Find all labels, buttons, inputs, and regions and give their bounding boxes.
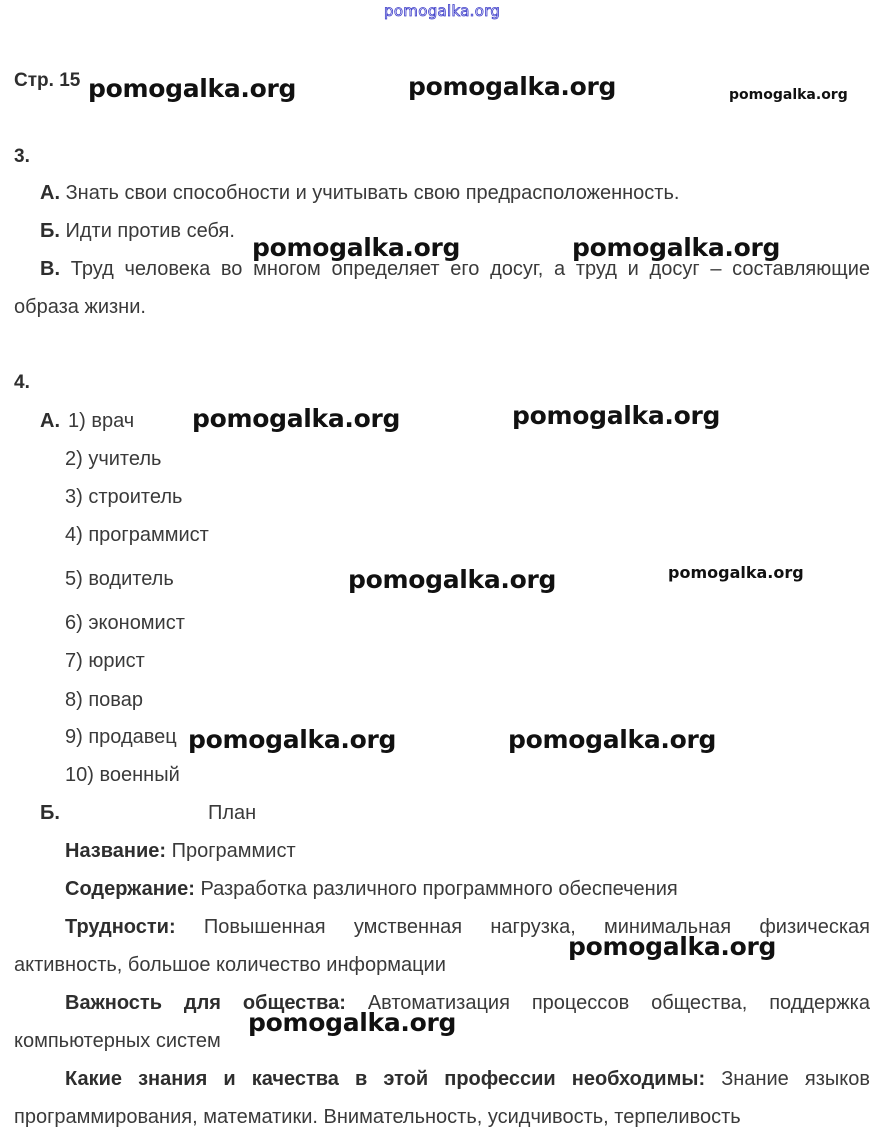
profession-item: 9) продавец bbox=[65, 726, 177, 748]
plan-importance-line2: компьютерных систем bbox=[14, 1030, 221, 1052]
question-4-number: 4. bbox=[14, 372, 30, 393]
watermark-text: pomogalka.org bbox=[512, 401, 721, 430]
q3-answer-b bbox=[40, 220, 235, 243]
plan-skills-line2: программирования, математики. Внимательность, усидчивость, терпеливость bbox=[14, 1106, 741, 1128]
profession-item: 1) врач bbox=[68, 410, 135, 432]
q4-b-letter: Б. bbox=[40, 802, 60, 824]
plan-name-row bbox=[65, 840, 296, 863]
profession-item: 8) повар bbox=[65, 689, 143, 711]
profession-item: 4) программист bbox=[65, 524, 209, 546]
watermark-text: pomogalka.org bbox=[668, 563, 804, 582]
q3-a-letter: А. bbox=[40, 182, 60, 204]
watermark-text: pomogalka.org bbox=[568, 932, 777, 961]
top-watermark: pomogalka.org bbox=[384, 2, 501, 20]
plan-skills-label: Какие знания и качества в этой профессии необходимы: bbox=[65, 1068, 706, 1090]
watermark-text: pomogalka.org bbox=[572, 233, 781, 262]
page-reference: Стр. 15 bbox=[14, 70, 81, 91]
q3-v-letter: В. bbox=[40, 258, 60, 280]
q3-answer-a bbox=[40, 182, 679, 205]
watermark-text: pomogalka.org bbox=[348, 565, 557, 594]
watermark-text: pomogalka.org bbox=[88, 74, 297, 103]
profession-item: 10) военный bbox=[65, 764, 180, 786]
plan-difficulties-label: Трудности: bbox=[65, 916, 176, 938]
q3-b-text: Идти против себя. bbox=[65, 220, 235, 242]
plan-skills-row bbox=[65, 1068, 870, 1091]
watermark-text: pomogalka.org bbox=[248, 1008, 457, 1037]
watermark-text: pomogalka.org bbox=[408, 72, 617, 101]
profession-item: 6) экономист bbox=[65, 612, 185, 634]
watermark-text: pomogalka.org bbox=[729, 87, 848, 103]
plan-content-label: Содержание: bbox=[65, 878, 195, 900]
watermark-text: pomogalka.org bbox=[188, 725, 397, 754]
plan-title: План bbox=[208, 802, 257, 824]
q3-v-line2: образа жизни. bbox=[14, 296, 146, 318]
q4-a-letter: А. bbox=[40, 410, 60, 432]
plan-importance-line1: Автоматизация процессов общества, поддержка bbox=[367, 992, 870, 1014]
plan-skills-line1: Знание языков bbox=[721, 1068, 870, 1090]
watermark-text: pomogalka.org bbox=[192, 404, 401, 433]
watermark-text: pomogalka.org bbox=[252, 233, 461, 262]
watermark-text: pomogalka.org bbox=[508, 725, 717, 754]
plan-difficulties-line1: Повышенная умственная нагрузка, минимальная физическая bbox=[203, 916, 870, 938]
plan-importance-row bbox=[65, 992, 870, 1015]
profession-item: 5) водитель bbox=[65, 568, 174, 590]
q3-v-line1: Труд человека во многом определяет его досуг, а труд и досуг – составляющие bbox=[70, 258, 870, 280]
plan-importance-label: Важность для общества: bbox=[65, 992, 346, 1014]
question-3-number: 3. bbox=[14, 146, 30, 167]
plan-content-value: Разработка различного программного обеспечения bbox=[200, 878, 678, 900]
profession-item: 7) юрист bbox=[65, 650, 145, 672]
profession-item: 2) учитель bbox=[65, 448, 162, 470]
plan-name-label: Название: bbox=[65, 840, 167, 862]
q3-a-text: Знать свои способности и учитывать свою предрасположенность. bbox=[65, 182, 680, 204]
profession-item: 3) строитель bbox=[65, 486, 183, 508]
q3-b-letter: Б. bbox=[40, 220, 60, 242]
plan-content-row bbox=[65, 878, 678, 901]
plan-difficulties-line2: активность, большое количество информации bbox=[14, 954, 446, 976]
plan-name-value: Программист bbox=[171, 840, 296, 862]
